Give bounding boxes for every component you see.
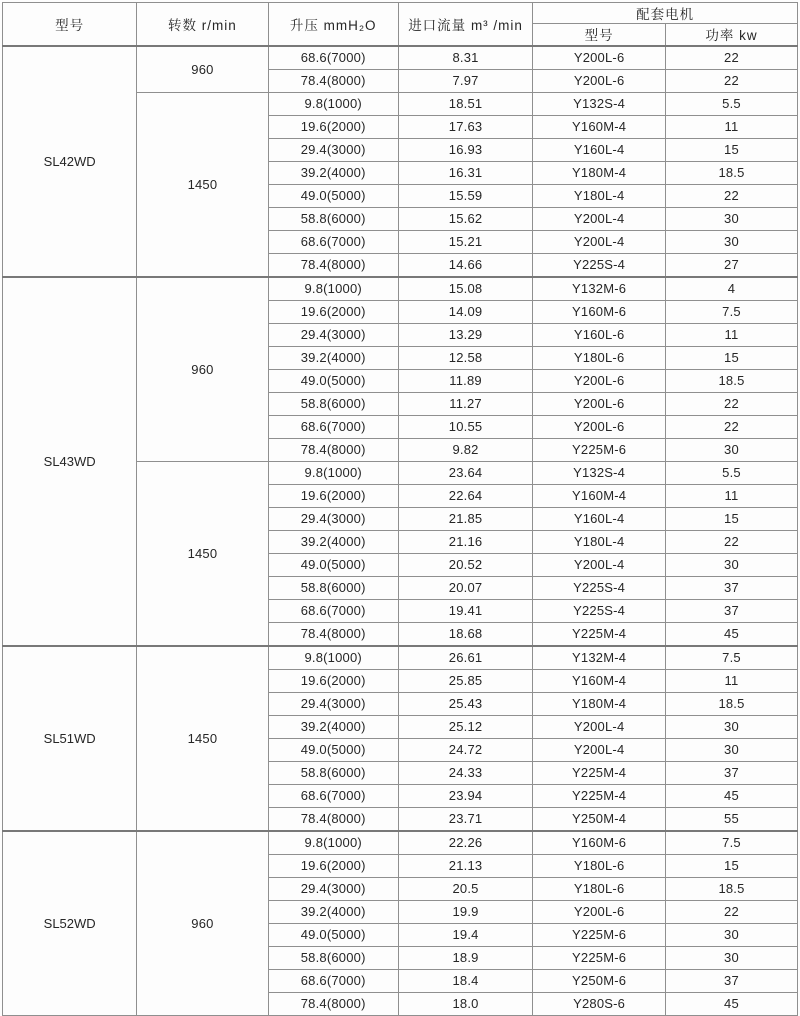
motor-model-cell: Y180L-4	[533, 530, 666, 553]
flow-cell: 18.9	[398, 946, 532, 969]
pressure-cell: 68.6(7000)	[268, 599, 398, 622]
pressure-cell: 78.4(8000)	[268, 253, 398, 277]
flow-cell: 21.13	[398, 854, 532, 877]
pressure-cell: 49.0(5000)	[268, 184, 398, 207]
header-pressure: 升压 mmH₂O	[268, 3, 398, 46]
fan-spec-table	[2, 2, 798, 1016]
flow-cell: 25.85	[398, 669, 532, 692]
flow-cell: 10.55	[398, 415, 532, 438]
motor-model-cell: Y180L-6	[533, 346, 666, 369]
motor-power-cell: 5.5	[665, 461, 797, 484]
flow-cell: 18.68	[398, 622, 532, 646]
motor-model-cell: Y200L-4	[533, 553, 666, 576]
flow-cell: 21.16	[398, 530, 532, 553]
flow-cell: 13.29	[398, 323, 532, 346]
flow-cell: 23.64	[398, 461, 532, 484]
motor-power-cell: 7.5	[665, 646, 797, 670]
speed-cell: 960	[137, 831, 268, 1016]
motor-model-cell: Y225M-4	[533, 761, 666, 784]
motor-model-cell: Y225S-4	[533, 599, 666, 622]
pressure-cell: 58.8(6000)	[268, 576, 398, 599]
flow-cell: 16.31	[398, 161, 532, 184]
motor-power-cell: 22	[665, 900, 797, 923]
flow-cell: 20.52	[398, 553, 532, 576]
motor-model-cell: Y225S-4	[533, 576, 666, 599]
pressure-cell: 49.0(5000)	[268, 553, 398, 576]
flow-cell: 12.58	[398, 346, 532, 369]
pressure-cell: 29.4(3000)	[268, 138, 398, 161]
pressure-cell: 9.8(1000)	[268, 831, 398, 855]
flow-cell: 25.43	[398, 692, 532, 715]
table-row	[3, 831, 798, 855]
motor-power-cell: 11	[665, 484, 797, 507]
header-motor-group: 配套电机	[533, 3, 798, 24]
pressure-cell: 58.8(6000)	[268, 761, 398, 784]
motor-power-cell: 45	[665, 784, 797, 807]
pressure-cell: 68.6(7000)	[268, 969, 398, 992]
pressure-cell: 19.6(2000)	[268, 484, 398, 507]
motor-power-cell: 18.5	[665, 692, 797, 715]
flow-cell: 11.89	[398, 369, 532, 392]
pressure-cell: 39.2(4000)	[268, 900, 398, 923]
pressure-cell: 49.0(5000)	[268, 923, 398, 946]
flow-cell: 14.66	[398, 253, 532, 277]
pressure-cell: 39.2(4000)	[268, 715, 398, 738]
motor-model-cell: Y160M-4	[533, 115, 666, 138]
motor-power-cell: 5.5	[665, 92, 797, 115]
motor-model-cell: Y132M-6	[533, 277, 666, 301]
motor-model-cell: Y200L-6	[533, 369, 666, 392]
motor-power-cell: 37	[665, 576, 797, 599]
flow-cell: 21.85	[398, 507, 532, 530]
motor-power-cell: 4	[665, 277, 797, 301]
motor-power-cell: 22	[665, 184, 797, 207]
model-cell: SL42WD	[3, 46, 137, 277]
model-cell: SL52WD	[3, 831, 137, 1016]
motor-model-cell: Y225M-6	[533, 923, 666, 946]
pressure-cell: 39.2(4000)	[268, 161, 398, 184]
header-model: 型号	[3, 3, 137, 46]
table-row	[3, 646, 798, 670]
flow-cell: 8.31	[398, 46, 532, 70]
motor-power-cell: 11	[665, 115, 797, 138]
motor-model-cell: Y160M-6	[533, 300, 666, 323]
motor-model-cell: Y200L-6	[533, 415, 666, 438]
pressure-cell: 78.4(8000)	[268, 992, 398, 1015]
pressure-cell: 58.8(6000)	[268, 946, 398, 969]
flow-cell: 15.08	[398, 277, 532, 301]
pressure-cell: 68.6(7000)	[268, 230, 398, 253]
motor-model-cell: Y200L-6	[533, 392, 666, 415]
motor-power-cell: 27	[665, 253, 797, 277]
flow-cell: 7.97	[398, 69, 532, 92]
motor-power-cell: 22	[665, 530, 797, 553]
flow-cell: 9.82	[398, 438, 532, 461]
model-cell: SL43WD	[3, 277, 137, 646]
motor-model-cell: Y160L-6	[533, 323, 666, 346]
motor-power-cell: 7.5	[665, 831, 797, 855]
motor-power-cell: 37	[665, 761, 797, 784]
pressure-cell: 9.8(1000)	[268, 92, 398, 115]
spec-table-body	[3, 46, 798, 1016]
pressure-cell: 19.6(2000)	[268, 669, 398, 692]
flow-cell: 23.71	[398, 807, 532, 831]
flow-cell: 19.9	[398, 900, 532, 923]
flow-cell: 15.59	[398, 184, 532, 207]
motor-power-cell: 18.5	[665, 161, 797, 184]
flow-cell: 26.61	[398, 646, 532, 670]
motor-power-cell: 37	[665, 599, 797, 622]
motor-power-cell: 22	[665, 415, 797, 438]
header-motor-model: 型号	[533, 24, 666, 46]
motor-model-cell: Y180M-4	[533, 161, 666, 184]
motor-power-cell: 22	[665, 392, 797, 415]
flow-cell: 22.64	[398, 484, 532, 507]
motor-model-cell: Y132M-4	[533, 646, 666, 670]
motor-model-cell: Y200L-6	[533, 69, 666, 92]
flow-cell: 20.07	[398, 576, 532, 599]
pressure-cell: 58.8(6000)	[268, 207, 398, 230]
flow-cell: 19.41	[398, 599, 532, 622]
motor-power-cell: 45	[665, 992, 797, 1015]
flow-cell: 24.72	[398, 738, 532, 761]
motor-power-cell: 15	[665, 346, 797, 369]
motor-model-cell: Y200L-4	[533, 230, 666, 253]
motor-power-cell: 45	[665, 622, 797, 646]
pressure-cell: 78.4(8000)	[268, 69, 398, 92]
motor-model-cell: Y132S-4	[533, 92, 666, 115]
pressure-cell: 68.6(7000)	[268, 784, 398, 807]
motor-power-cell: 30	[665, 553, 797, 576]
flow-cell: 23.94	[398, 784, 532, 807]
speed-cell: 1450	[137, 461, 268, 646]
table-row	[3, 46, 798, 70]
pressure-cell: 78.4(8000)	[268, 438, 398, 461]
flow-cell: 19.4	[398, 923, 532, 946]
motor-model-cell: Y280S-6	[533, 992, 666, 1015]
motor-power-cell: 15	[665, 507, 797, 530]
motor-model-cell: Y180L-6	[533, 854, 666, 877]
motor-model-cell: Y250M-6	[533, 969, 666, 992]
flow-cell: 25.12	[398, 715, 532, 738]
motor-model-cell: Y180L-6	[533, 877, 666, 900]
motor-power-cell: 22	[665, 46, 797, 70]
motor-model-cell: Y132S-4	[533, 461, 666, 484]
pressure-cell: 9.8(1000)	[268, 277, 398, 301]
motor-power-cell: 30	[665, 738, 797, 761]
motor-model-cell: Y160M-4	[533, 484, 666, 507]
pressure-cell: 29.4(3000)	[268, 877, 398, 900]
motor-power-cell: 37	[665, 969, 797, 992]
motor-model-cell: Y225M-4	[533, 622, 666, 646]
speed-cell: 1450	[137, 646, 268, 831]
pressure-cell: 9.8(1000)	[268, 461, 398, 484]
pressure-cell: 39.2(4000)	[268, 530, 398, 553]
motor-model-cell: Y225M-6	[533, 438, 666, 461]
pressure-cell: 29.4(3000)	[268, 692, 398, 715]
motor-power-cell: 30	[665, 207, 797, 230]
pressure-cell: 78.4(8000)	[268, 622, 398, 646]
flow-cell: 18.0	[398, 992, 532, 1015]
pressure-cell: 58.8(6000)	[268, 392, 398, 415]
motor-model-cell: Y180L-4	[533, 184, 666, 207]
flow-cell: 20.5	[398, 877, 532, 900]
motor-power-cell: 30	[665, 923, 797, 946]
motor-model-cell: Y200L-6	[533, 46, 666, 70]
motor-model-cell: Y200L-4	[533, 207, 666, 230]
flow-cell: 18.51	[398, 92, 532, 115]
speed-cell: 960	[137, 277, 268, 462]
header-speed: 转数 r/min	[137, 3, 268, 46]
pressure-cell: 29.4(3000)	[268, 323, 398, 346]
speed-cell: 1450	[137, 92, 268, 277]
pressure-cell: 29.4(3000)	[268, 507, 398, 530]
model-cell: SL51WD	[3, 646, 137, 831]
pressure-cell: 68.6(7000)	[268, 46, 398, 70]
motor-power-cell: 30	[665, 715, 797, 738]
motor-power-cell: 30	[665, 946, 797, 969]
motor-model-cell: Y225M-6	[533, 946, 666, 969]
header-motor-power: 功率 kw	[665, 24, 797, 46]
motor-model-cell: Y200L-4	[533, 738, 666, 761]
flow-cell: 18.4	[398, 969, 532, 992]
motor-power-cell: 15	[665, 854, 797, 877]
motor-power-cell: 18.5	[665, 877, 797, 900]
pressure-cell: 49.0(5000)	[268, 369, 398, 392]
motor-power-cell: 15	[665, 138, 797, 161]
motor-model-cell: Y160L-4	[533, 507, 666, 530]
pressure-cell: 68.6(7000)	[268, 415, 398, 438]
motor-model-cell: Y200L-6	[533, 900, 666, 923]
flow-cell: 16.93	[398, 138, 532, 161]
flow-cell: 15.62	[398, 207, 532, 230]
motor-model-cell: Y160L-4	[533, 138, 666, 161]
flow-cell: 17.63	[398, 115, 532, 138]
pressure-cell: 19.6(2000)	[268, 300, 398, 323]
pressure-cell: 19.6(2000)	[268, 854, 398, 877]
flow-cell: 24.33	[398, 761, 532, 784]
motor-power-cell: 30	[665, 230, 797, 253]
motor-power-cell: 22	[665, 69, 797, 92]
motor-model-cell: Y225M-4	[533, 784, 666, 807]
speed-cell: 960	[137, 46, 268, 93]
flow-cell: 15.21	[398, 230, 532, 253]
motor-model-cell: Y160M-6	[533, 831, 666, 855]
flow-cell: 14.09	[398, 300, 532, 323]
motor-model-cell: Y225S-4	[533, 253, 666, 277]
motor-model-cell: Y160M-4	[533, 669, 666, 692]
pressure-cell: 19.6(2000)	[268, 115, 398, 138]
motor-power-cell: 7.5	[665, 300, 797, 323]
pressure-cell: 39.2(4000)	[268, 346, 398, 369]
motor-power-cell: 30	[665, 438, 797, 461]
flow-cell: 11.27	[398, 392, 532, 415]
pressure-cell: 9.8(1000)	[268, 646, 398, 670]
motor-model-cell: Y180M-4	[533, 692, 666, 715]
motor-power-cell: 18.5	[665, 369, 797, 392]
table-row	[3, 277, 798, 301]
motor-model-cell: Y250M-4	[533, 807, 666, 831]
header-flow: 进口流量 m³ /min	[398, 3, 532, 46]
pressure-cell: 49.0(5000)	[268, 738, 398, 761]
flow-cell: 22.26	[398, 831, 532, 855]
pressure-cell: 78.4(8000)	[268, 807, 398, 831]
motor-power-cell: 11	[665, 323, 797, 346]
motor-power-cell: 11	[665, 669, 797, 692]
motor-model-cell: Y200L-4	[533, 715, 666, 738]
motor-power-cell: 55	[665, 807, 797, 831]
